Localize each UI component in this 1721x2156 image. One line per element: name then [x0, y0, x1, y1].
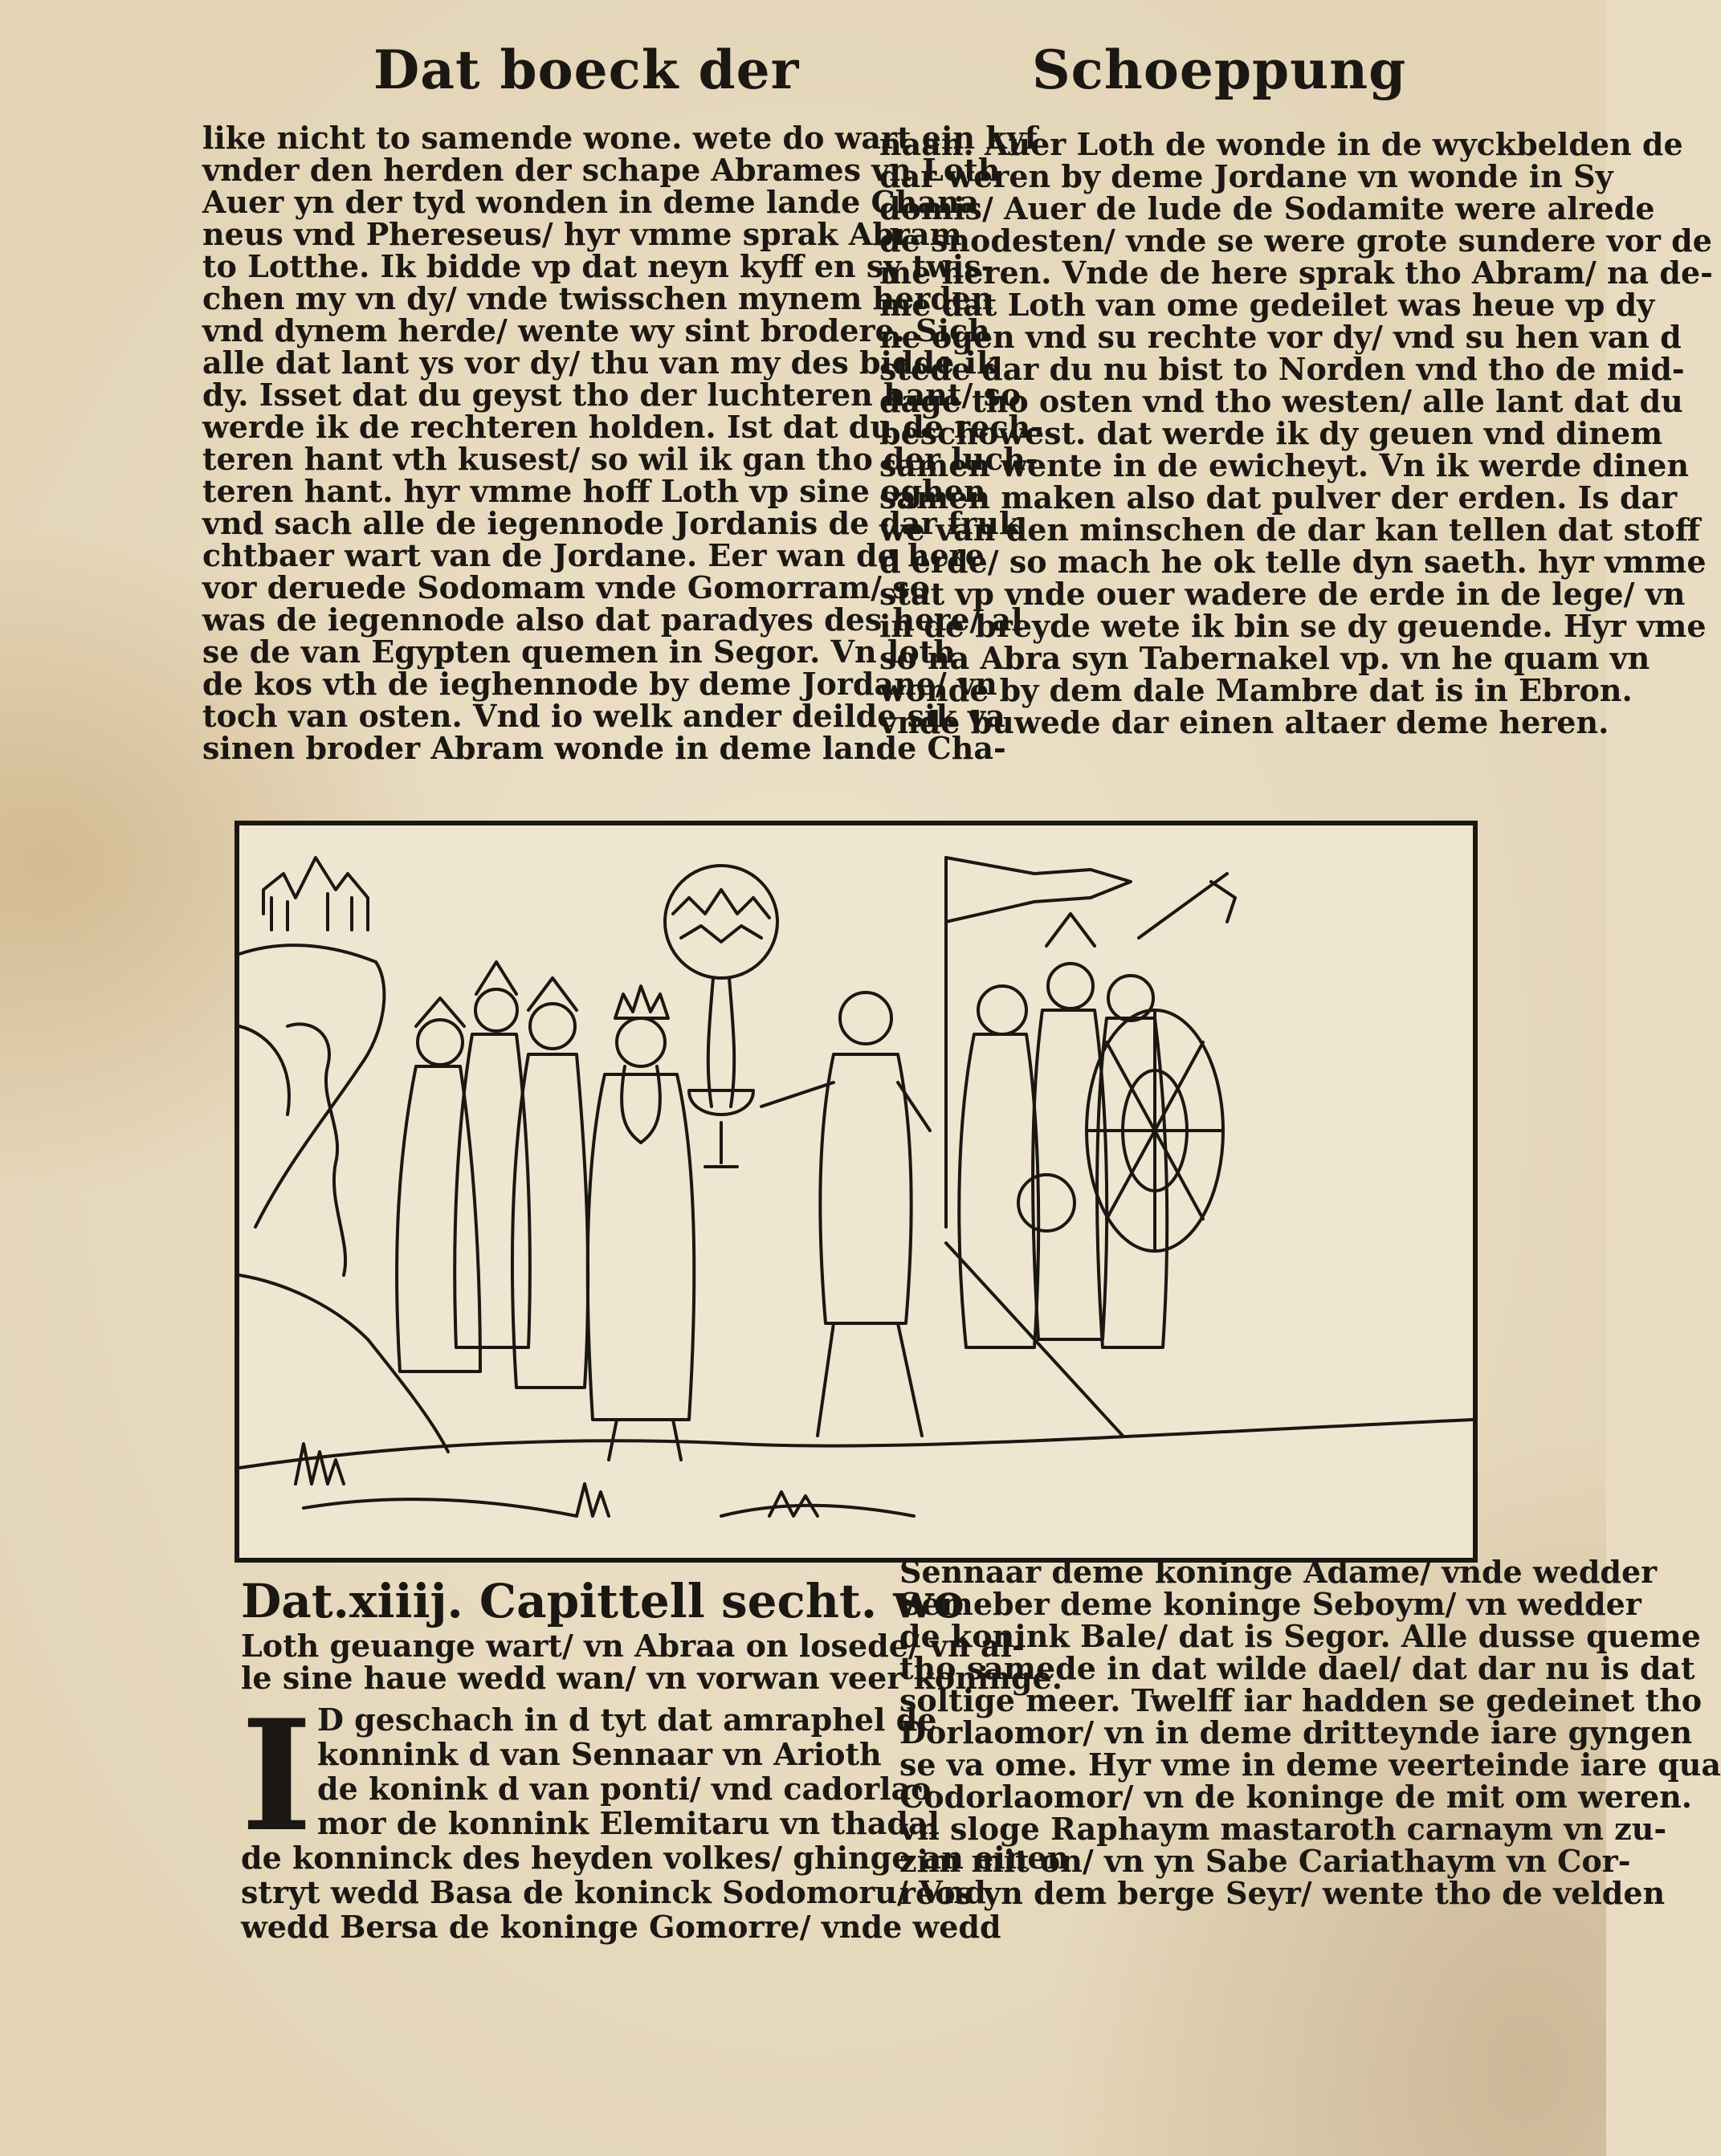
text-line: me heren. Vnde de here sprak tho Abram/ na de- — [879, 255, 1713, 291]
text-line: me dat Loth van ome gedeilet was heue vp dy — [879, 287, 1655, 323]
text-line: sinen broder Abram wonde in deme lande Cha- — [202, 730, 1006, 766]
text-line: konnink d van Sennaar vn Arioth — [317, 1736, 882, 1772]
chapter-heading: Dat.xiiij. Capittell secht. wo — [241, 1574, 964, 1628]
text-column-bottom-right — [899, 1554, 1721, 1911]
text-line: so na Abra syn Tabernakel vp. vn he quam vn — [879, 640, 1650, 676]
text-line: chtbaer wart van de Jordane. Eer wan de here — [202, 537, 985, 573]
text-line: neus vnd Phereseus/ hyr vmme sprak Abram — [202, 216, 962, 252]
text-line: reos yn dem berge Seyr/ wente tho de velden — [899, 1875, 1666, 1911]
text-line: samen maken also dat pulver der erden. Is dar — [879, 479, 1678, 516]
text-column-top-left — [202, 120, 1043, 766]
woodcut-illustration — [234, 821, 1478, 1563]
text-line: samen wente in de ewicheyt. Vn ik werde dinen — [879, 447, 1690, 483]
text-line: Codorlaomor/ vn de koninge de mit om weren. — [899, 1779, 1692, 1815]
text-line: vnd sach alle de iegennode Jordanis de dar fruk — [202, 505, 1021, 541]
text-line: toch van osten. Vnd io welk ander deilde sik va — [202, 698, 1005, 734]
text-line: de snodesten/ vnde se were grote sundere vor de — [879, 222, 1712, 259]
text-line: Sennaar deme koninge Adame/ vnde wedder — [899, 1554, 1658, 1590]
text-line: vn sloge Raphaym mastaroth carnaym vn zu- — [899, 1811, 1667, 1847]
text-line: soltige meer. Twelff iar hadden se gedeinet tho — [899, 1682, 1703, 1718]
text-line: se va ome. Hyr vme in deme veerteinde iare qua — [899, 1746, 1721, 1783]
text-line: D geschach in d tyt dat amraphel de — [317, 1702, 937, 1738]
text-line: se de van Egypten quemen in Segor. Vn loth — [202, 634, 956, 670]
drop-cap: I — [241, 1686, 312, 1865]
text-line: tho samede in dat wilde dael/ dat dar nu is dat — [899, 1650, 1695, 1686]
text-line: de konink Bale/ dat is Segor. Alle dusse queme — [899, 1618, 1701, 1654]
text-line: stede dar du nu bist to Norden vnd tho de mid- — [879, 351, 1685, 387]
text-line: alle dat lant ys vor dy/ thu van my des bidde ik — [202, 344, 998, 381]
text-line: Auer yn der tyd wonden in deme lande Chana — [202, 184, 980, 220]
text-line: de konninck des heyden volkes/ ghinge an einen — [241, 1840, 1070, 1876]
text-line: naan. Auer Loth de wonde in de wyckbelden de — [879, 126, 1683, 162]
text-line: teren hant vth kusest/ so wil ik gan tho der luch- — [202, 441, 1038, 477]
text-line: like nicht to samende wone. wete do wart ein kyf — [202, 120, 1038, 156]
text-line: werde ik de rechteren holden. Ist dat du de rech- — [202, 409, 1043, 445]
text-line: wedd Bersa de koninge Gomorre/ vnde wedd — [241, 1909, 1001, 1945]
text-line: mor de konnink Elemitaru vn thadal — [317, 1805, 940, 1841]
text-line: wonde by dem dale Mambre dat is in Ebron. — [879, 672, 1633, 708]
text-line: Dorlaomor/ vn in deme dritteynde iare gyngen — [899, 1714, 1693, 1750]
subhead-line: le sine haue wedd wan/ vn vorwan veer koninge. — [241, 1660, 1062, 1696]
text-line: stat vp vnde ouer wadere de erde in de lege/ vn — [879, 576, 1686, 612]
text-line: vnd dynem herde/ wente wy sint brodere. Sich — [202, 312, 990, 348]
text-line: to Lotthe. Ik bidde vp dat neyn kyff en sy twis- — [202, 248, 994, 284]
text-line: Semeber deme koninge Seboym/ vn wedder — [899, 1586, 1641, 1622]
text-column-bottom-left — [241, 1840, 1070, 1945]
text-line: vnde buwede dar einen altaer deme heren. — [879, 704, 1609, 740]
text-line: in de breyde wete ik bin se dy geuende. Hyr vme — [879, 608, 1707, 644]
text-line: was de iegennode also dat paradyes des here/ al — [202, 601, 1023, 638]
text-line: stryt wedd Basa de koninck Sodomoru/ Vnd — [241, 1874, 986, 1910]
chapter-subhead — [241, 1628, 1062, 1696]
woodcut-abraham-melchizedek-image — [239, 825, 1473, 1558]
text-line: chen my vn dy/ vnde twisschen mynem herden — [202, 280, 993, 316]
text-line: domis/ Auer de lude de Sodamite were alrede — [879, 190, 1655, 226]
text-line: vor deruede Sodomam vnde Gomorram/ so — [202, 569, 930, 605]
text-line: de konink d van ponti/ vnd cadorlao — [317, 1771, 932, 1807]
running-head-left: Dat boeck der — [373, 39, 800, 101]
text-line: we van den minschen de dar kan tellen dat stoff — [879, 511, 1701, 548]
text-column-bottom-left-indented — [317, 1702, 940, 1841]
subhead-line: Loth geuange wart/ vn Abraa on losede/ vn al- — [241, 1628, 1025, 1664]
text-column-top-right — [879, 126, 1713, 740]
running-head-right: Schoeppung — [1032, 39, 1407, 101]
text-line: beschowest. dat werde ik dy geuen vnd dinem — [879, 415, 1663, 451]
text-line: zim mit on/ vn yn Sabe Cariathaym vn Cor- — [899, 1843, 1631, 1879]
text-line: de kos vth de ieghennode by deme Jordane/ vn — [202, 666, 997, 702]
text-line: teren hant. hyr vmme hoff Loth vp sine oghen — [202, 473, 986, 509]
text-line: ne ogen vnd su rechte vor dy/ vnd su hen van d — [879, 319, 1682, 355]
text-line: d erde/ so mach he ok telle dyn saeth. hyr vmme — [879, 544, 1707, 580]
text-line: dy. Isset dat du geyst tho der luchteren hant/ so — [202, 377, 1022, 413]
text-line: dage tho osten vnd tho westen/ alle lant dat du — [879, 383, 1683, 419]
text-line: vnder den herden der schape Abrames vn Loth — [202, 152, 1001, 188]
text-line: dar weren by deme Jordane vn wonde in Sy — [879, 158, 1613, 194]
